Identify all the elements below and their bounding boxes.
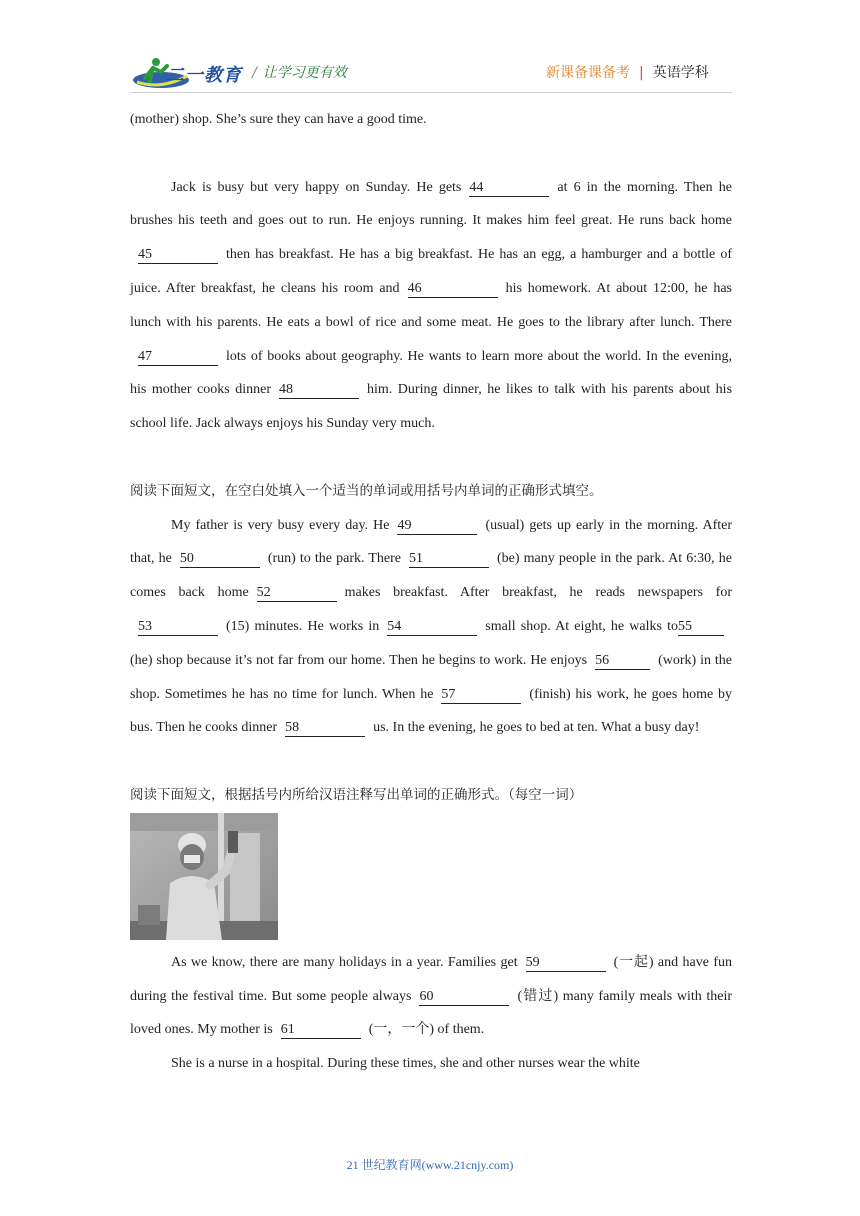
passage-nurse: She is a nurse in a hospital. During these times, she and other nurses wear the white <box>171 1056 640 1072</box>
blank-57[interactable]: 57 <box>441 686 521 704</box>
blank-49[interactable]: 49 <box>397 517 477 535</box>
intro-line: (mother) shop. She’s sure they can have a good time. <box>130 112 427 127</box>
header-slogan: / 让学习更有效 <box>252 65 347 81</box>
blank-50[interactable]: 50 <box>180 550 260 568</box>
blank-44[interactable]: 44 <box>469 179 549 197</box>
passage-father: My father is very busy every day. He 49 (usual) gets up early in the morning. After that, he 50 (run) to the park. There 51 (be) many people in the park. At 6:30, he comes back home 52 makes breakfast. After breakfast, he reads newspapers for53 (15) minutes. He works in 54 small shop. At eight, he walks to55(he) shop because it’s not far from our home. Then he begins to work. He enjoys 56 (work) in the shop. Sometimes he has no time for lunch. When he 57 (finish) his work, he goes home by bus. Then he cooks dinner 58 us. In the evening, he goes to bed at ten. What a busy day! <box>130 517 733 736</box>
passage-holidays: As we know, there are many holidays in a year. Families get 59 (一起) and have fun during the festival time. But some people always 60 (错过) many family meals with their loved ones. My mother is 61 (一，一个) of them. <box>130 954 732 1038</box>
header-course-label: 新课备课备考 <box>546 65 630 81</box>
header-right: 新课备课备考 | 英语学科 <box>546 65 709 81</box>
blank-56[interactable]: 56 <box>595 652 650 670</box>
blank-53[interactable]: 53 <box>138 618 218 636</box>
document-body <box>130 103 732 1081</box>
page-footer: 21 世纪教育网(www.21cnjy.com) <box>346 1158 514 1172</box>
blank-54[interactable]: 54 <box>387 618 477 636</box>
blank-55[interactable]: 55 <box>678 618 724 636</box>
logo-text: 二一教育 <box>166 65 242 86</box>
blank-51[interactable]: 51 <box>409 550 489 568</box>
section-3-title: 阅读下面短文，根据括号内所给汉语注释写出单词的正确形式。（每空一词） <box>130 786 583 803</box>
blank-45[interactable]: 45 <box>138 246 218 264</box>
section-2-title: 阅读下面短文，在空白处填入一个适当的单词或用括号内单词的正确形式填空。 <box>130 482 603 499</box>
blank-46[interactable]: 46 <box>408 280 498 298</box>
blank-58[interactable]: 58 <box>285 719 365 737</box>
nurse-photo <box>130 813 278 940</box>
blank-59[interactable]: 59 <box>526 954 606 972</box>
page-header <box>0 0 860 100</box>
blank-61[interactable]: 61 <box>281 1021 361 1039</box>
blank-52[interactable]: 52 <box>257 584 337 602</box>
blank-48[interactable]: 48 <box>279 381 359 399</box>
blank-60[interactable]: 60 <box>419 988 509 1006</box>
header-divider <box>130 92 732 93</box>
header-subject-label: 英语学科 <box>652 65 709 81</box>
blank-47[interactable]: 47 <box>138 348 218 366</box>
passage-jack: Jack is busy but very happy on Sunday. He gets 44 at 6 in the morning. Then he brushes his teeth and goes out to run. He enjoys running. It makes him feel great. He runs back home45 then has breakfast. He has a big breakfast. He has an egg, a hamburger and a bottle of juice. After breakfast, he cleans his room and 46 his homework. At about 12:00, he has lunch with his parents. He eats a bowl of rice and some meat. He goes to the library after lunch. There47 lots of books about geography. He wants to learn more about the world. In the evening, his mother cooks dinner 48 him. During dinner, he likes to talk with his parents about his school life. Jack always enjoys his Sunday very much. <box>130 179 733 432</box>
